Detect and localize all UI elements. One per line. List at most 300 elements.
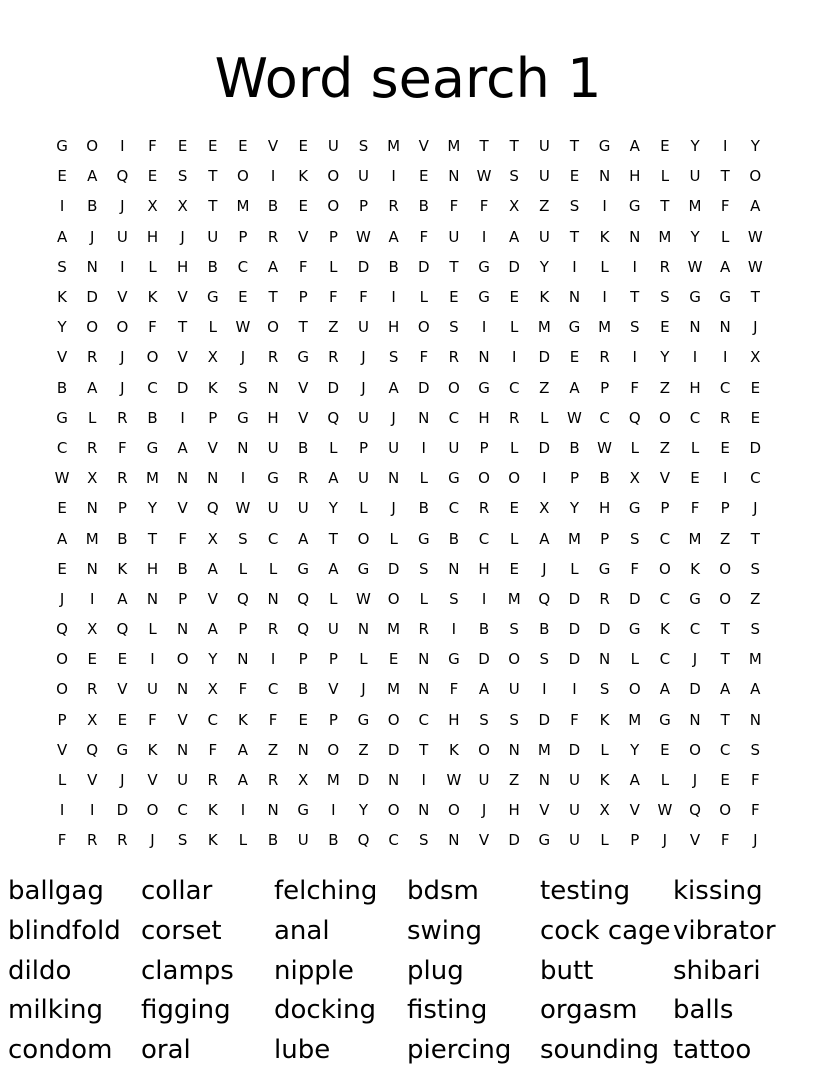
grid-letter: U [267, 438, 279, 457]
letter-grid [47, 131, 771, 856]
grid-letter: G [448, 650, 460, 669]
grid-letter: B [418, 499, 429, 518]
grid-letter: I [722, 348, 728, 367]
grid-letter: R [388, 197, 399, 216]
grid-letter: A [629, 771, 640, 790]
grid-letter: G [689, 288, 701, 307]
grid-letter: E [298, 137, 308, 156]
grid-letter: B [388, 257, 399, 276]
grid-letter: K [207, 378, 218, 397]
grid-letter: J [120, 197, 125, 216]
grid-letter: N [568, 288, 581, 307]
grid-letter: Q [538, 589, 551, 608]
grid-letter: W [356, 227, 371, 246]
grid-letter: S [750, 620, 761, 639]
grid-letter: A [750, 680, 761, 699]
grid-letter: S [539, 650, 550, 669]
grid-letter: A [509, 227, 520, 246]
grid-letter: O [387, 801, 400, 820]
grid-letter: Y [147, 499, 158, 518]
grid-letter: I [150, 650, 155, 669]
grid-letter: W [235, 318, 251, 337]
grid-letter: O [658, 408, 671, 427]
word-list-item: condom [8, 1035, 113, 1066]
grid-letter: B [56, 378, 68, 397]
grid-row [47, 705, 771, 735]
grid-letter: N [267, 589, 279, 608]
grid-letter: D [357, 771, 370, 790]
grid-letter: N [237, 650, 249, 669]
grid-letter: Q [628, 408, 641, 427]
grid-letter: I [59, 801, 65, 820]
grid-letter: J [240, 348, 246, 367]
grid-letter: P [600, 378, 610, 397]
grid-letter: V [418, 137, 429, 156]
grid-letter: V [298, 408, 309, 427]
grid-letter: K [147, 740, 158, 759]
grid-letter: O [357, 529, 370, 548]
grid-letter: N [719, 318, 731, 337]
grid-letter: R [508, 408, 520, 427]
grid-letter: A [478, 680, 490, 699]
grid-letter: E [57, 499, 67, 518]
grid-letter: T [660, 197, 670, 216]
grid-letter: M [537, 318, 551, 337]
grid-letter: V [207, 438, 218, 457]
grid-letter: Q [56, 620, 68, 639]
grid-letter: I [602, 197, 607, 216]
grid-letter: V [267, 137, 279, 156]
grid-letter: K [237, 710, 248, 729]
grid-letter: M [598, 318, 612, 337]
grid-letter: E [117, 710, 128, 729]
grid-letter: K [57, 288, 67, 307]
grid-letter: T [419, 740, 429, 759]
grid-letter: I [120, 137, 125, 156]
grid-letter: Y [630, 740, 640, 759]
grid-letter: G [598, 559, 611, 578]
grid-letter: C [237, 257, 249, 276]
grid-letter: A [298, 529, 309, 548]
grid-letter: W [597, 438, 613, 457]
grid-letter: T [479, 137, 489, 156]
grid-letter: F [238, 680, 248, 699]
grid-letter: Z [720, 529, 731, 548]
grid-letter: P [328, 710, 338, 729]
grid-letter: C [388, 831, 399, 850]
grid-row [47, 282, 771, 312]
grid-letter: N [388, 771, 400, 790]
grid-letter: J [391, 499, 396, 518]
grid-letter: G [628, 620, 641, 639]
grid-letter: S [238, 378, 248, 397]
grid-letter: W [747, 257, 763, 276]
grid-letter: O [478, 469, 490, 488]
grid-letter: F [479, 197, 489, 216]
grid-letter: Z [659, 378, 671, 397]
grid-letter: C [418, 710, 429, 729]
grid-letter: L [630, 438, 639, 457]
grid-letter: O [146, 348, 159, 367]
grid-letter: L [510, 529, 519, 548]
grid-letter: T [720, 167, 730, 186]
grid-letter: Q [297, 620, 310, 639]
grid-letter: S [177, 831, 188, 850]
grid-letter: L [88, 408, 97, 427]
grid-row [47, 312, 771, 342]
grid-letter: N [749, 710, 761, 729]
grid-letter: B [448, 529, 460, 548]
grid-letter: M [688, 529, 702, 548]
grid-letter: L [660, 167, 670, 186]
grid-letter: F [449, 197, 459, 216]
word-list-item: corset [141, 915, 222, 946]
grid-letter: I [481, 589, 487, 608]
grid-letter: L [359, 499, 368, 518]
grid-letter: O [116, 318, 129, 337]
grid-letter: M [658, 227, 672, 246]
grid-letter: I [120, 257, 125, 276]
grid-letter: A [388, 378, 399, 397]
grid-row [47, 403, 771, 433]
grid-letter: V [56, 348, 68, 367]
grid-letter: R [86, 438, 98, 457]
grid-letter: O [719, 559, 732, 578]
word-list-item: felching [274, 876, 378, 906]
word-list-item: ballgag [8, 876, 104, 906]
grid-letter: M [146, 469, 159, 488]
grid-letter: U [357, 469, 369, 488]
grid-letter: M [85, 529, 99, 548]
grid-letter: O [508, 469, 521, 488]
grid-letter: G [297, 348, 309, 367]
grid-letter: U [538, 137, 550, 156]
grid-letter: S [479, 710, 489, 729]
grid-letter: U [177, 771, 189, 790]
grid-letter: A [750, 197, 761, 216]
grid-letter: E [57, 167, 67, 186]
grid-letter: Q [206, 499, 219, 518]
grid-letter: W [235, 499, 251, 518]
grid-letter: G [478, 257, 490, 276]
grid-letter: Z [539, 378, 550, 397]
grid-letter: S [660, 288, 670, 307]
grid-letter: P [117, 499, 127, 518]
grid-letter: F [329, 288, 338, 307]
grid-letter: D [176, 378, 189, 397]
grid-letter: Y [690, 137, 700, 156]
grid-letter: O [658, 559, 671, 578]
grid-letter: A [237, 740, 249, 759]
grid-letter: T [208, 197, 218, 216]
grid-letter: Y [208, 650, 218, 669]
grid-letter: N [207, 469, 219, 488]
grid-letter: G [297, 801, 309, 820]
grid-letter: T [328, 529, 338, 548]
grid-letter: P [630, 831, 640, 850]
grid-letter: U [327, 620, 339, 639]
grid-letter: P [178, 589, 188, 608]
grid-letter: L [389, 529, 398, 548]
grid-letter: G [448, 469, 460, 488]
grid-letter: X [629, 469, 640, 488]
grid-letter: H [478, 408, 490, 427]
word-list-item: anal [274, 915, 330, 946]
grid-letter: Z [750, 589, 761, 608]
grid-letter: I [89, 589, 95, 608]
grid-letter: G [357, 710, 370, 729]
grid-letter: B [539, 620, 550, 639]
grid-letter: M [236, 197, 250, 216]
grid-letter: M [628, 710, 642, 729]
word-list-item: clamps [141, 955, 234, 986]
grid-letter: V [629, 801, 640, 820]
grid-letter: J [753, 831, 758, 850]
grid-letter: E [419, 167, 429, 186]
grid-letter: D [417, 378, 430, 397]
grid-letter: V [56, 740, 68, 759]
grid-row [47, 373, 771, 403]
grid-letter: U [538, 227, 550, 246]
page-title: Word search 1 [214, 47, 602, 110]
grid-letter: I [421, 771, 426, 790]
grid-letter: O [478, 740, 490, 759]
grid-letter: G [146, 438, 159, 457]
grid-letter: P [57, 710, 67, 729]
grid-letter: O [327, 167, 340, 186]
grid-letter: A [177, 438, 188, 457]
grid-letter: O [86, 137, 99, 156]
grid-letter: L [690, 438, 700, 457]
grid-letter: R [448, 348, 460, 367]
grid-letter: B [418, 197, 429, 216]
grid-letter: A [659, 680, 671, 699]
word-list-item: lube [274, 1035, 331, 1066]
grid-letter: S [358, 137, 369, 156]
grid-letter: T [720, 710, 730, 729]
grid-letter: O [749, 167, 762, 186]
grid-letter: I [391, 288, 396, 307]
grid-row [47, 433, 771, 463]
grid-letter: N [538, 771, 550, 790]
grid-letter: A [720, 680, 731, 699]
grid-letter: J [120, 771, 125, 790]
grid-letter: Z [509, 771, 520, 790]
grid-letter: N [418, 408, 430, 427]
grid-letter: T [268, 288, 278, 307]
grid-letter: O [417, 318, 430, 337]
word-list-item: kissing [673, 876, 763, 906]
grid-letter: V [328, 680, 339, 699]
grid-letter: N [86, 559, 98, 578]
grid-letter: Z [539, 197, 550, 216]
grid-letter: W [476, 167, 492, 186]
grid-letter: F [720, 197, 730, 216]
grid-letter: O [719, 589, 732, 608]
grid-letter: U [357, 408, 369, 427]
grid-letter: Q [237, 589, 249, 608]
grid-letter: I [632, 257, 637, 276]
grid-letter: J [542, 559, 547, 578]
grid-letter: M [567, 529, 581, 548]
grid-letter: F [148, 710, 157, 729]
grid-letter: N [177, 620, 189, 639]
grid-letter: N [598, 167, 611, 186]
grid-letter: A [56, 227, 68, 246]
grid-letter: C [659, 650, 671, 669]
grid-letter: K [690, 559, 700, 578]
grid-letter: V [147, 771, 158, 790]
grid-letter: J [120, 378, 125, 397]
grid-letter: F [57, 831, 67, 850]
grid-letter: A [267, 257, 279, 276]
grid-letter: F [750, 801, 760, 820]
grid-letter: E [720, 771, 730, 790]
grid-letter: S [509, 710, 519, 729]
grid-letter: A [328, 469, 339, 488]
grid-letter: X [87, 469, 98, 488]
grid-letter: X [207, 680, 218, 699]
grid-letter: I [692, 348, 698, 367]
grid-letter: I [240, 801, 246, 820]
grid-letter: U [267, 499, 279, 518]
grid-letter: X [509, 197, 520, 216]
grid-letter: I [481, 318, 487, 337]
grid-letter: D [538, 438, 551, 457]
grid-letter: Z [659, 438, 671, 457]
grid-letter: L [57, 771, 67, 790]
grid-letter: U [147, 680, 158, 699]
grid-letter: J [361, 680, 366, 699]
grid-letter: E [690, 469, 700, 488]
grid-letter: A [328, 559, 339, 578]
grid-letter: P [328, 227, 338, 246]
grid-letter: E [750, 378, 761, 397]
grid-letter: X [207, 529, 218, 548]
grid-letter: V [177, 499, 188, 518]
grid-letter: T [449, 257, 459, 276]
grid-letter: P [660, 499, 670, 518]
grid-letter: E [569, 167, 580, 186]
grid-letter: N [448, 167, 460, 186]
grid-letter: E [298, 710, 308, 729]
grid-letter: C [177, 801, 188, 820]
grid-letter: K [298, 167, 309, 186]
grid-letter: O [267, 318, 279, 337]
grid-letter: B [147, 408, 158, 427]
grid-letter: I [722, 469, 728, 488]
grid-letter: L [148, 257, 157, 276]
grid-letter: J [391, 408, 396, 427]
grid-letter: U [297, 499, 309, 518]
grid-letter: X [750, 348, 761, 367]
grid-letter: X [599, 801, 610, 820]
grid-letter: R [117, 408, 128, 427]
grid-letter: X [539, 499, 550, 518]
grid-letter: Y [569, 499, 580, 518]
grid-letter: V [87, 771, 98, 790]
grid-letter: D [116, 801, 129, 820]
grid-letter: E [147, 167, 158, 186]
grid-letter: C [689, 620, 701, 639]
grid-letter: U [297, 831, 309, 850]
grid-letter: J [180, 227, 185, 246]
grid-letter: T [750, 529, 760, 548]
grid-row [47, 765, 771, 795]
grid-letter: J [481, 801, 487, 820]
grid-letter: E [509, 559, 519, 578]
grid-letter: S [418, 831, 429, 850]
grid-letter: F [630, 378, 640, 397]
grid-letter: E [509, 499, 519, 518]
grid-row [47, 584, 771, 614]
grid-letter: T [298, 318, 308, 337]
grid-letter: B [298, 680, 309, 699]
grid-letter: O [719, 801, 732, 820]
grid-letter: D [538, 710, 551, 729]
grid-letter: B [177, 559, 188, 578]
grid-letter: I [59, 197, 65, 216]
grid-letter: Y [690, 227, 700, 246]
grid-letter: L [510, 318, 519, 337]
grid-letter: E [660, 137, 670, 156]
grid-letter: B [328, 831, 339, 850]
grid-letter: V [478, 831, 490, 850]
grid-letter: I [270, 650, 276, 669]
grid-letter: J [59, 589, 65, 608]
grid-letter: K [448, 740, 459, 759]
grid-letter: P [479, 438, 489, 457]
grid-letter: B [298, 438, 309, 457]
grid-letter: I [391, 167, 396, 186]
grid-letter: N [478, 348, 490, 367]
grid-letter: L [238, 831, 248, 850]
grid-letter: B [117, 529, 128, 548]
grid-letter: E [569, 348, 580, 367]
grid-letter: S [599, 680, 610, 699]
word-list-item: fisting [407, 995, 488, 1026]
word-list-item: oral [141, 1035, 191, 1066]
grid-letter: U [478, 771, 490, 790]
word-list-item: docking [274, 995, 376, 1026]
grid-letter: G [478, 288, 490, 307]
grid-letter: G [628, 499, 641, 518]
grid-letter: F [118, 438, 127, 457]
grid-letter: E [660, 318, 670, 337]
grid-letter: S [509, 620, 519, 639]
grid-letter: R [478, 499, 490, 518]
grid-letter: O [327, 197, 340, 216]
grid-letter: E [720, 438, 730, 457]
grid-letter: X [87, 620, 98, 639]
grid-letter: Q [86, 740, 99, 759]
grid-letter: C [689, 408, 701, 427]
grid-letter: O [176, 650, 189, 669]
grid-letter: C [267, 680, 279, 699]
grid-letter: F [750, 771, 760, 790]
grid-letter: C [599, 408, 610, 427]
grid-letter: J [361, 348, 366, 367]
grid-letter: D [387, 559, 400, 578]
grid-letter: W [446, 771, 462, 790]
grid-letter: O [56, 650, 68, 669]
grid-letter: B [267, 197, 279, 216]
grid-row [47, 191, 771, 221]
grid-letter: R [86, 348, 98, 367]
word-list-item: bdsm [407, 876, 479, 906]
grid-letter: O [86, 318, 99, 337]
grid-letter: F [630, 559, 640, 578]
